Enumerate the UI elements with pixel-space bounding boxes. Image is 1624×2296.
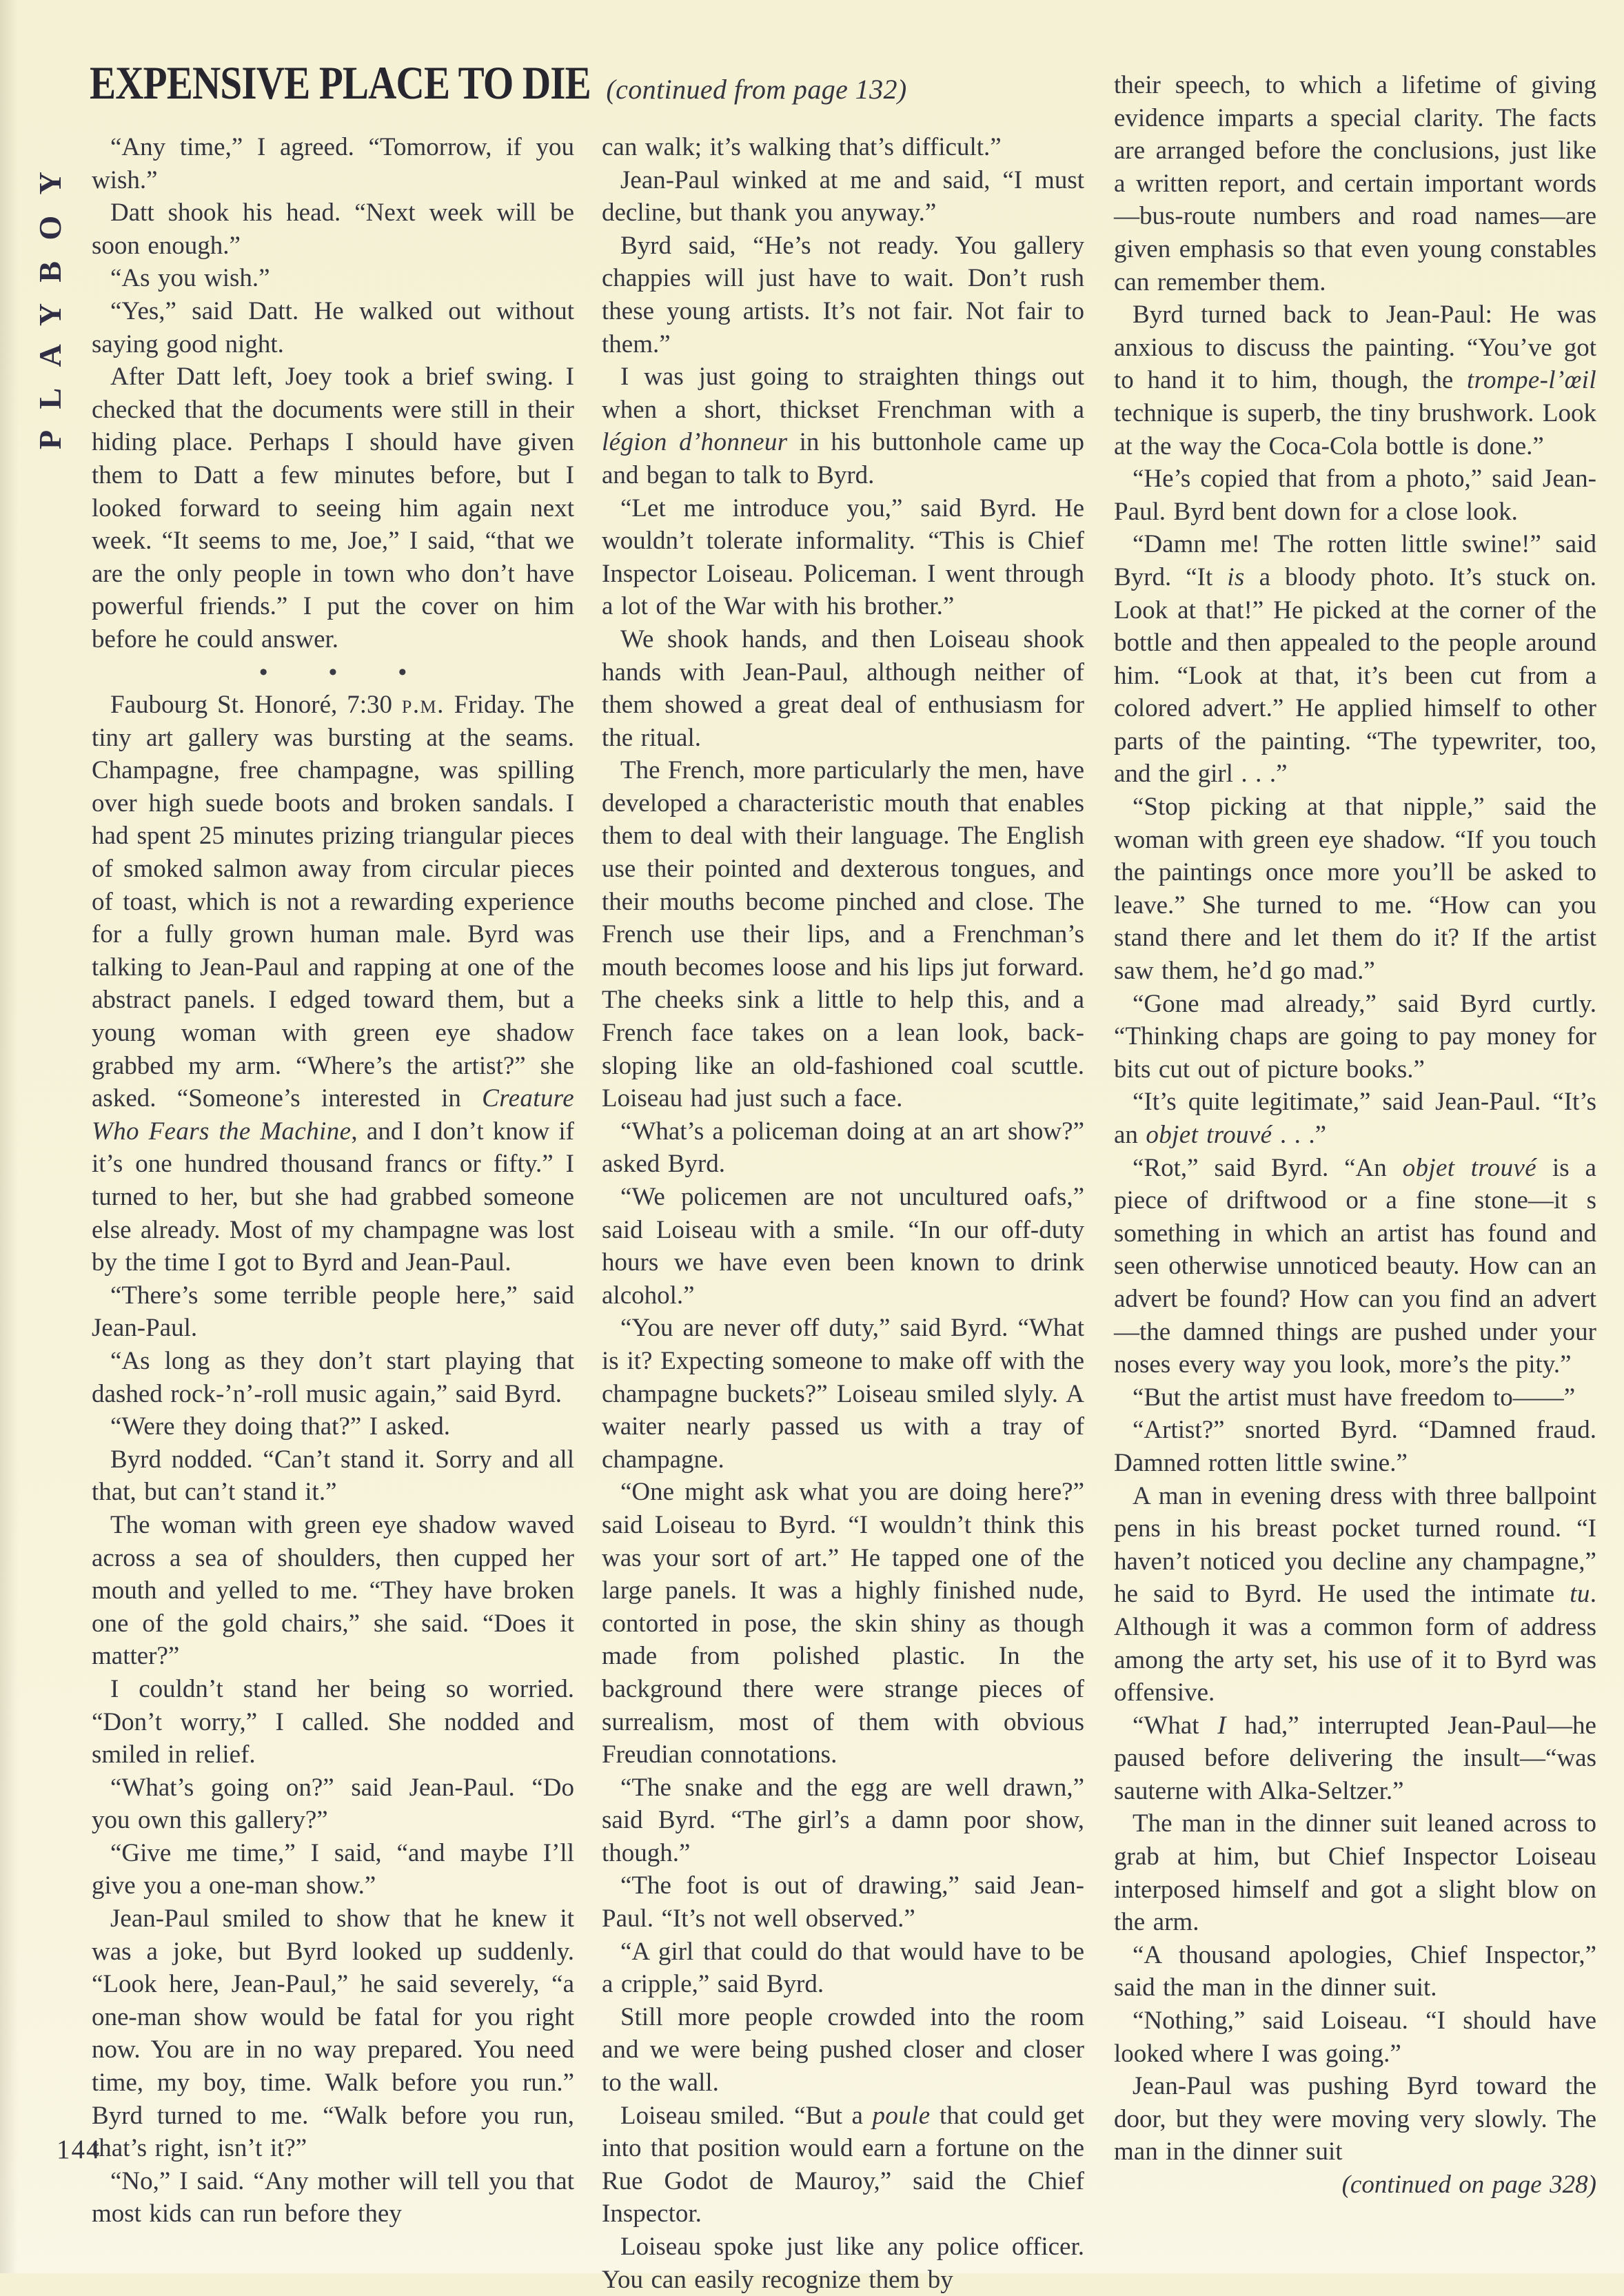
article-header [90, 57, 1089, 109]
paragraph: Byrd nodded. “Can’t stand it. Sorry and all that, but can’t stand it.” [92, 1445, 574, 1507]
paragraph: Still more people crowded into the room and we were being pushed closer and closer to the wall. [602, 2002, 1084, 2097]
article-column-3 [1114, 69, 1596, 2202]
paragraph: “Damn me! The rotten little swine!” said Byrd. “It is a bloody photo. It’s stuck on. Look at that!” He picked at the corner of the bottle and then appealed to the people around him. “Look at that, it’s been cut from a colored advert.” He applied himself to other parts of the painting. “The typewriter, too, and the girl . . .” [1114, 530, 1596, 789]
paragraph: “Artist?” snorted Byrd. “Damned fraud. Damned rotten little swine.” [1114, 1416, 1596, 1477]
paragraph: “It’s quite legitimate,” said Jean-Paul. “It’s an objet trouvé . . .” [1114, 1088, 1596, 1149]
paragraph: “He’s copied that from a photo,” said Jean-Paul. Byrd bent down for a close look. [1114, 465, 1596, 526]
paragraph: Jean-Paul winked at me and said, “I must decline, but thank you anyway.” [602, 165, 1084, 227]
paragraph: The woman with green eye shadow waved across a sea of shoulders, then cupped her mouth and yelled to me. “They have broken one of the gold chairs,” she said. “Does it matter?” [92, 1510, 574, 1671]
page-number: 144 [57, 2135, 101, 2164]
paragraph: Jean-Paul smiled to show that he knew it was a joke, but Byrd looked up suddenly. “Look here, Jean-Paul,” he said severely, “a one-man show would be fatal for you right now. You are in no way prepared. You need time, my boy, time. Walk before you run.” Byrd turned to me. “Walk before you run, that’s right, isn’t it?” [92, 1904, 574, 2163]
paragraph: The French, more particularly the men, have developed a characteristic mouth that enables them to deal with their language. The English use their pointed and dexterous tongues, and their mouths become pinched and close. The French use their lips, and a Frenchman’s mouth becomes loose and his lips jut forward. The cheeks sink a little to help this, and a French face takes on a lean look, back-sloping like an old-fashioned coal scuttle. Loiseau had just such a face. [602, 756, 1084, 1113]
paragraph: A man in evening dress with three ballpoint pens in his breast pocket turned round. “I haven’t noticed you decline any champagne,” he said to Byrd. He used the intimate tu. Although it was a common form of address among the arty set, his use of it to Byrd was offensive. [1114, 1481, 1596, 1707]
paragraph: “Rot,” said Byrd. “An objet trouvé is a piece of driftwood or a fine stone—it s something in which an artist has found and seen otherwise unnoticed beauty. How can an advert be found? How can you find an advert—the damned things are pushed under your noses every way you look, more’s the pity.” [1114, 1153, 1596, 1379]
paragraph: “What I had,” interrupted Jean-Paul—he paused before delivering the insult—“was sauterne with Alka-Seltzer.” [1114, 1711, 1596, 1805]
paragraph: “But the artist must have freedom to——” [1133, 1383, 1576, 1412]
page-edge-shadow [0, 0, 18, 2273]
paragraph: “Any time,” I agreed. “Tomorrow, if you wish.” [92, 133, 574, 194]
paragraph: “A girl that could do that would have to be a cripple,” said Byrd. [602, 1937, 1084, 1999]
paragraph: I couldn’t stand her being so worried. “Don’t worry,” I called. She nodded and smiled in relief. [92, 1674, 574, 1769]
continued-on-note: (continued on page 328) [1341, 2171, 1596, 2199]
paragraph: I was just going to straighten things out when a short, thickset Frenchman with a légion d’honneur in his buttonhole came up and began to talk to Byrd. [602, 363, 1084, 489]
paragraph: We shook hands, and then Loiseau shook hands with Jean-Paul, although neither of them showed a great deal of enthusiasm for the ritual. [602, 624, 1084, 752]
paragraph: “Yes,” said Datt. He walked out without saying good night. [92, 296, 574, 358]
paragraph: can walk; it’s walking that’s difficult.” [602, 133, 1002, 161]
paragraph: The man in the dinner suit leaned across to grab at him, but Chief Inspector Loiseau interposed himself and got a slight blow on the arm. [1114, 1809, 1596, 1937]
paragraph: Loiseau spoke just like any police officer. You can easily recognize them by [602, 2233, 1084, 2294]
paragraph: “Gone mad already,” said Byrd curtly. “Thinking chaps are going to pay money for bits cut out of picture books.” [1114, 989, 1596, 1084]
paragraph: “Let me introduce you,” said Byrd. He wouldn’t tolerate informality. “This is Chief Inspector Loiseau. Policeman. I went through a lot of the War with his brother.” [602, 494, 1084, 621]
section-separator: • • • [259, 659, 434, 685]
magazine-spine-text: PLAYBOY [32, 150, 68, 449]
paragraph: “One might ask what you are doing here?” said Loiseau to Byrd. “I wouldn’t think this was your sort of art.” He tapped one of the large panels. It was a highly finished nude, contorted in pose, the skin shiny as though made from polished plastic. In the background there were strange pieces of surrealism, most of them with obvious Freudian connotations. [602, 1478, 1084, 1769]
paragraph: “No,” I said. “Any mother will tell you that most kids can run before they [92, 2166, 574, 2228]
paragraph: Byrd turned back to Jean-Paul: He was anxious to discuss the painting. “You’ve got to hand it to him, though, the trompe-l’œil technique is superb, the tiny brushwork. Look at the way the Coca-Cola bottle is done.” [1114, 301, 1596, 460]
paragraph: Datt shook his head. “Next week will be soon enough.” [92, 199, 574, 260]
paragraph: Jean-Paul was pushing Byrd toward the door, but they were moving very slowly. The man in the dinner suit [1114, 2072, 1596, 2166]
paragraph: “There’s some terrible people here,” said Jean-Paul. [92, 1281, 574, 1343]
paragraph: Loiseau smiled. “But a poule that could get into that position would earn a fortune on the Rue Godot de Mauroy,” said the Chief Inspector. [602, 2101, 1085, 2228]
paragraph: “Nothing,” said Loiseau. “I should have looked where I was going.” [1114, 2007, 1596, 2068]
paragraph: “Were they doing that?” I asked. [110, 1412, 451, 1441]
paragraph: Byrd said, “He’s not ready. You gallery chappies will just have to wait. Don’t rush these young artists. It’s not fair. Not fair to them.” [602, 231, 1084, 358]
paragraph: “What’s a policeman doing at an art show?” asked Byrd. [602, 1117, 1084, 1179]
continued-from-note: (continued from page 132) [606, 74, 907, 105]
paragraph: “As you wish.” [110, 264, 270, 293]
paragraph: “Give me time,” I said, “and maybe I’ll give you a one-man show.” [92, 1838, 574, 1900]
paragraph: their speech, to which a lifetime of giving evidence imparts a special clarity. The facts are arranged before the conclusions, just like a written report, and certain important words—bus-route numbers and road names—are given emphasis so that even young constables can remember them. [1114, 71, 1596, 296]
paragraph: “Stop picking at that nipple,” said the woman with green eye shadow. “If you touch the paintings once more you’ll be asked to leave.” She turned to me. “How can you stand there and let them do it? If the artist saw them, he’d go mad.” [1114, 793, 1596, 986]
paragraph: “The snake and the egg are well drawn,” said Byrd. “The girl’s a damn poor show, though.” [602, 1773, 1084, 1867]
article-column-2 [602, 131, 1084, 2296]
article-column-1 [92, 131, 574, 2231]
paragraph: “You are never off duty,” said Byrd. “What is it? Expecting someone to make off with the champagne buckets?” Loiseau smiled slyly. A waiter nearly passed us with a tray of champagne. [602, 1314, 1084, 1474]
paragraph: “What’s going on?” said Jean-Paul. “Do you own this gallery?” [92, 1773, 574, 1835]
paragraph: “As long as they don’t start playing that dashed rock-’n’-roll music again,” said Byrd. [92, 1346, 574, 1408]
paragraph: “We policemen are not uncultured oafs,” said Loiseau with a smile. “In our off-duty hours we have even been known to drink alcohol.” [602, 1183, 1084, 1310]
page-title: EXPENSIVE PLACE TO DIE [90, 57, 591, 109]
paragraph: “The foot is out of drawing,” said Jean-Paul. “It’s not well observed.” [602, 1871, 1084, 1933]
paragraph: Faubourg St. Honoré, 7:30 p.m. Friday. The tiny art gallery was bursting at the seams. Champagne, free champagne, was spilling over high suede boots and broken sandals. I had spent 25 minutes prizing triangular pieces of smoked salmon away from circular pieces of toast, which is not a rewarding experience for a fully grown human male. Byrd was talking to Jean-Paul and rapping at one of the abstract panels. I edged toward them, but a young woman with green eye shadow grabbed my arm. “Where’s the artist?” she asked. “Someone’s interested in Creature Who Fears the Machine, and I don’t know if it’s one hundred thousand francs or fifty.” I turned to her, but she had grabbed someone else already. Most of my champagne was lost by the time I got to Byrd and Jean-Paul. [92, 691, 574, 1277]
paragraph: “A thousand apologies, Chief Inspector,” said the man in the dinner suit. [1114, 1940, 1596, 2002]
paragraph: After Datt left, Joey took a brief swing. I checked that the documents were still in their hiding place. Perhaps I should have given them to Datt a few minutes before, but I looked forward to seeing him again next week. “It seems to me, Joe,” I said, “that we are the only people in town who don’t have powerful friends.” I put the cover on him before he could answer. [92, 363, 574, 653]
